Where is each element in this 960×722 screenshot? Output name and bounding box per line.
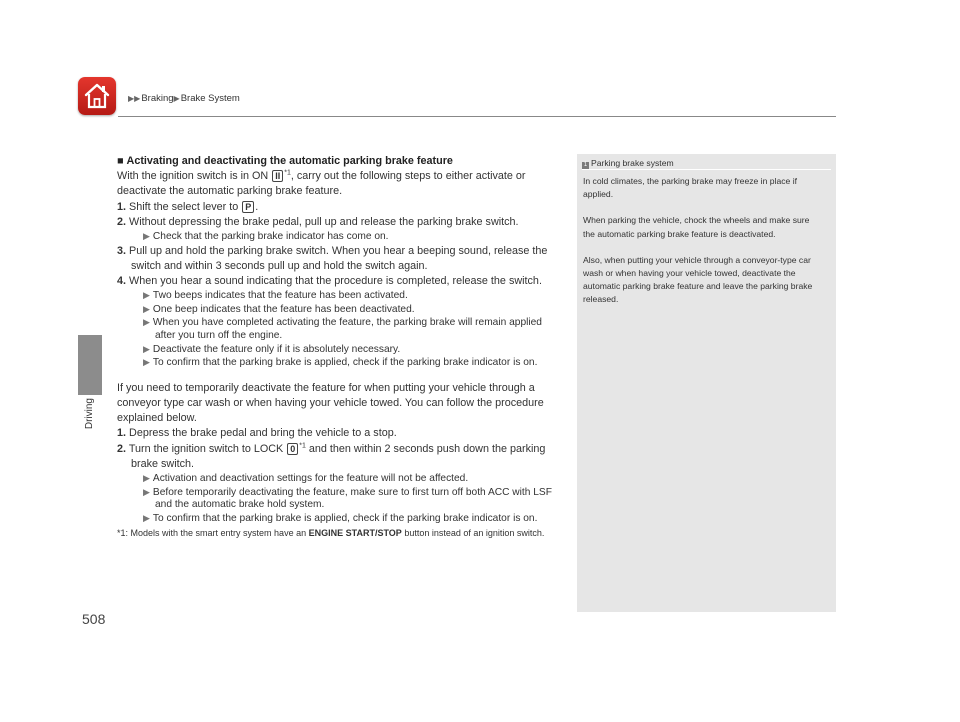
step-text: Turn the ignition switch to LOCK [128, 442, 284, 455]
temporary-deactivation-paragraph: If you need to temporarily deactivate the feature for when putting your vehicle through a conveyor type car wash or when having your vehicle towed. You can follow the procedure explained below. [117, 381, 544, 425]
subnote-text: To confirm that the parking brake is applied, check if the parking brake indicator is on. [152, 357, 538, 369]
step-text: Depress the brake pedal and bring the vehicle to a stop. [129, 427, 397, 440]
step-text: Shift the select lever to [129, 200, 239, 213]
procedure-subnote [117, 472, 565, 486]
subnote-arrow-icon: ▶ [143, 290, 150, 301]
step-4-subnote [117, 356, 565, 370]
step-4-subnote [117, 343, 565, 357]
step-text-cont: and then within 2 seconds push down the parking brake switch. [131, 442, 546, 470]
breadcrumb-link-brake-system[interactable]: Brake System [180, 93, 240, 104]
step-1 [117, 200, 565, 215]
subnote-arrow-icon: ▶ [143, 231, 150, 242]
header-divider [118, 116, 836, 117]
note-paragraph: In cold climates, the parking brake may freeze in place if applied. [583, 176, 797, 200]
step-2 [117, 215, 565, 230]
subnote-arrow-icon: ▶ [143, 303, 150, 314]
step-number: 1. [117, 427, 127, 440]
breadcrumb-link-braking[interactable]: Braking [141, 93, 174, 104]
subnote-text: When you have completed activating the feature, the parking brake will remain applied after you turn off the engine. [152, 317, 542, 341]
step-text: Pull up and hold the parking brake switch. When you hear a beeping sound, release the switch and within 3 seconds pull up and hold the switch again. [129, 244, 548, 272]
subnote-text: Two beeps indicates that the feature has been activated. [152, 290, 408, 302]
intro-text-cont: , carry out the following steps to either activate or deactivate the automatic parking brake feature. [117, 170, 526, 198]
step-text: When you hear a sound indicating that the procedure is completed, release the switch. [129, 275, 542, 288]
subnote-arrow-icon: ▶ [143, 317, 150, 328]
subnote-text: Before temporarily deactivating the feature, make sure to first turn off both ACC with LSF and the automatic brake hold system. [152, 486, 552, 511]
subnote-text: Check that the parking brake indicator has come on. [152, 231, 389, 243]
step-number: 2. [117, 442, 127, 455]
subnote-arrow-icon: ▶ [143, 486, 150, 497]
note-title[interactable]: Parking brake system [591, 158, 674, 168]
footnote-text-cont: button instead of an ignition switch. [404, 528, 545, 539]
subnote-arrow-icon: ▶ [143, 473, 150, 483]
breadcrumb [128, 93, 240, 104]
subnote-arrow-icon: ▶ [143, 343, 150, 354]
note-paragraph: When parking the vehicle, chock the wheels and make sure the automatic parking brake feature is deactivated. [583, 215, 810, 239]
step-text-end: . [255, 200, 259, 213]
subnote-arrow-icon: ▶ [143, 512, 150, 523]
intro-text: With the ignition switch is in ON [117, 170, 269, 183]
subnote-arrow-icon: ▶ [143, 357, 150, 368]
sidebar-note [577, 154, 836, 612]
step-3 [117, 244, 565, 274]
procedure-subnote [117, 486, 565, 512]
park-key: P [242, 201, 254, 213]
note-divider [582, 169, 831, 170]
home-button[interactable] [78, 77, 116, 115]
note-paragraph: Also, when putting your vehicle through a conveyor-type car wash or when having your vehicle towed, deactivate the automatic parking brake feature and leave the parking brake released. [583, 254, 813, 305]
subnote-text: Activation and deactivation settings for the feature will not be affected. [152, 473, 469, 484]
subnote-text: To confirm that the parking brake is applied, check if the parking brake indicator is on. [152, 512, 538, 524]
step-number: 3. [117, 244, 127, 257]
home-icon [83, 81, 111, 111]
footnote-ref[interactable]: *1 [284, 169, 291, 177]
procedure-subnote [117, 512, 565, 526]
page-number: 508 [82, 611, 106, 627]
step-4-subnote [117, 316, 565, 342]
note-header [582, 158, 674, 169]
footnote-button-name: ENGINE START/STOP [308, 528, 402, 539]
step-number: 4. [117, 275, 127, 288]
breadcrumb-arrow-icon: ▶▶ [128, 94, 141, 103]
intro-paragraph [117, 169, 565, 199]
footnote-text: *1: Models with the smart entry system have an [117, 528, 307, 539]
main-content [117, 154, 565, 541]
step-4-subnote [117, 303, 565, 317]
lock-key: 0 [287, 443, 298, 455]
side-tab-label[interactable]: Driving [84, 398, 95, 430]
step-4-subnote [117, 289, 565, 303]
procedure-step-1 [117, 426, 565, 441]
section-title: Activating and deactivating the automatic parking brake feature [126, 155, 453, 167]
step-number: 1. [117, 200, 127, 213]
step-number: 2. [117, 215, 127, 228]
ignition-on-key: II [272, 170, 283, 182]
side-tab-marker [78, 335, 102, 395]
step-2-subnote [117, 230, 565, 244]
footnote-ref[interactable]: *1 [299, 442, 306, 449]
note-body [583, 175, 819, 320]
procedure-step-2 [117, 442, 565, 472]
step-4 [117, 274, 565, 289]
subnote-text: One beep indicates that the feature has been deactivated. [152, 303, 415, 315]
step-text: Without depressing the brake pedal, pull up and release the parking brake switch. [129, 215, 519, 228]
subnote-text: Deactivate the feature only if it is absolutely necessary. [152, 343, 401, 355]
section-heading [117, 154, 565, 169]
footnote [117, 525, 565, 541]
breadcrumb-arrow-icon: ▶ [173, 94, 180, 103]
square-bullet-icon: ■ [117, 155, 124, 167]
note-marker-icon: 1 [583, 162, 588, 168]
